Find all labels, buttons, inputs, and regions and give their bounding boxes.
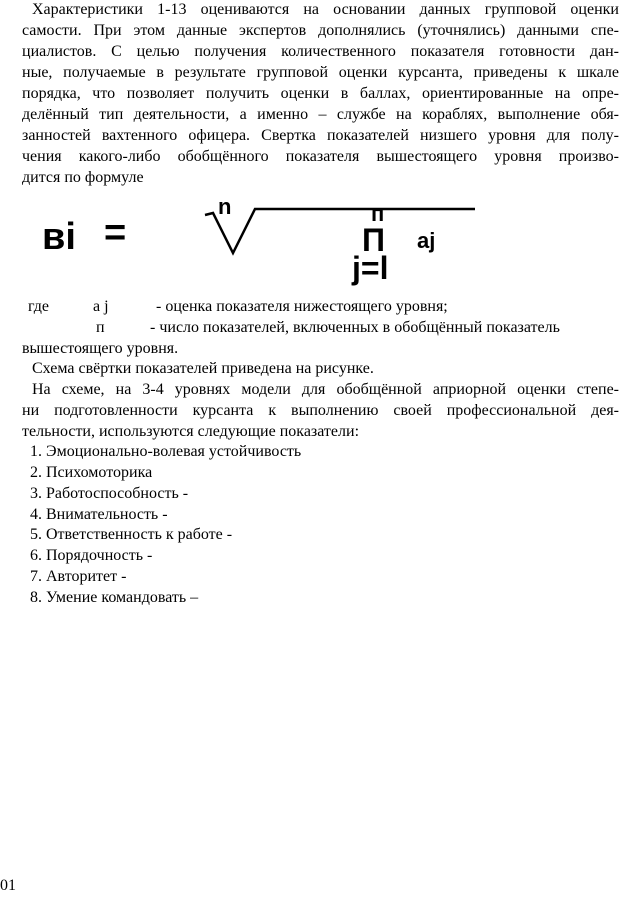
formula [0,195,620,290]
formula-root-index: n [218,194,232,219]
product-lower-limit: j=l [352,250,389,286]
product-upper-limit: п [371,201,385,226]
list-item: 7. Авторитет - [30,568,127,585]
list-item: 3. Работоспособность - [30,485,189,502]
list-item: 5. Ответственность к работе - [30,526,233,543]
paragraph-line: самости. При этом данные экспертов дополнялись (уточнялись) данными спе- [22,22,619,39]
definition-symbol: a j [93,298,109,315]
paragraph-line: Схема свёртки показателей приведена на рисунке. [32,360,374,377]
paragraph-line: чения какого-либо обобщённого показателя вышестоящего уровня произво- [22,148,619,165]
paragraph-line: Характеристики 1-13 оцениваются на основании данных групповой оценки [32,1,619,18]
definition-text: - оценка показателя нижестоящего уровня; [156,298,448,315]
list-item: 8. Умение командовать – [30,589,199,606]
list-item: 2. Психомоторика [30,464,153,481]
paragraph-line: порядка, что позволяет получить оценки в баллах, ориентированные на опре- [22,85,619,102]
page-number: 01 [0,877,16,894]
where-label: где [28,298,50,315]
paragraph-line: тельности, используются следующие показатели: [22,423,360,440]
definition-text: - число показателей, включенных в обобщённый показатель [150,319,560,336]
list-item: 4. Внимательность - [30,506,168,523]
paragraph-line: циалистов. С целью получения количественного показателя готовности дан- [22,43,619,60]
radical-sign-icon [203,201,478,257]
paragraph-line: дится по формуле [22,169,144,186]
paragraph-line: занностей вахтенного офицера. Свертка показателей низшего уровня для полу- [22,127,619,144]
paragraph-line: ные, получаемые в результате групповой оценки курсанта, приведены к шкале [22,64,619,81]
definition-symbol: п [96,319,105,336]
product-term: aj [417,228,436,253]
product-symbol: П [362,222,385,258]
list-item: 1. Эмоционально-волевая устойчивость [30,443,302,460]
paragraph-line: На схеме, на 3-4 уровнях модели для обобщённой априорной оценки степе- [32,381,619,398]
paragraph-line: ни подготовленности курсанта к выполнению своей профессиональной дея- [22,402,619,419]
list-item: 6. Порядочность - [30,547,153,564]
formula-equals: = [104,212,127,254]
definition-text: вышестоящего уровня. [22,340,179,357]
paragraph-line: делённый тип деятельности, а именно – службе на кораблях, выполнение обя- [22,106,619,123]
formula-lhs: вi [42,216,76,258]
